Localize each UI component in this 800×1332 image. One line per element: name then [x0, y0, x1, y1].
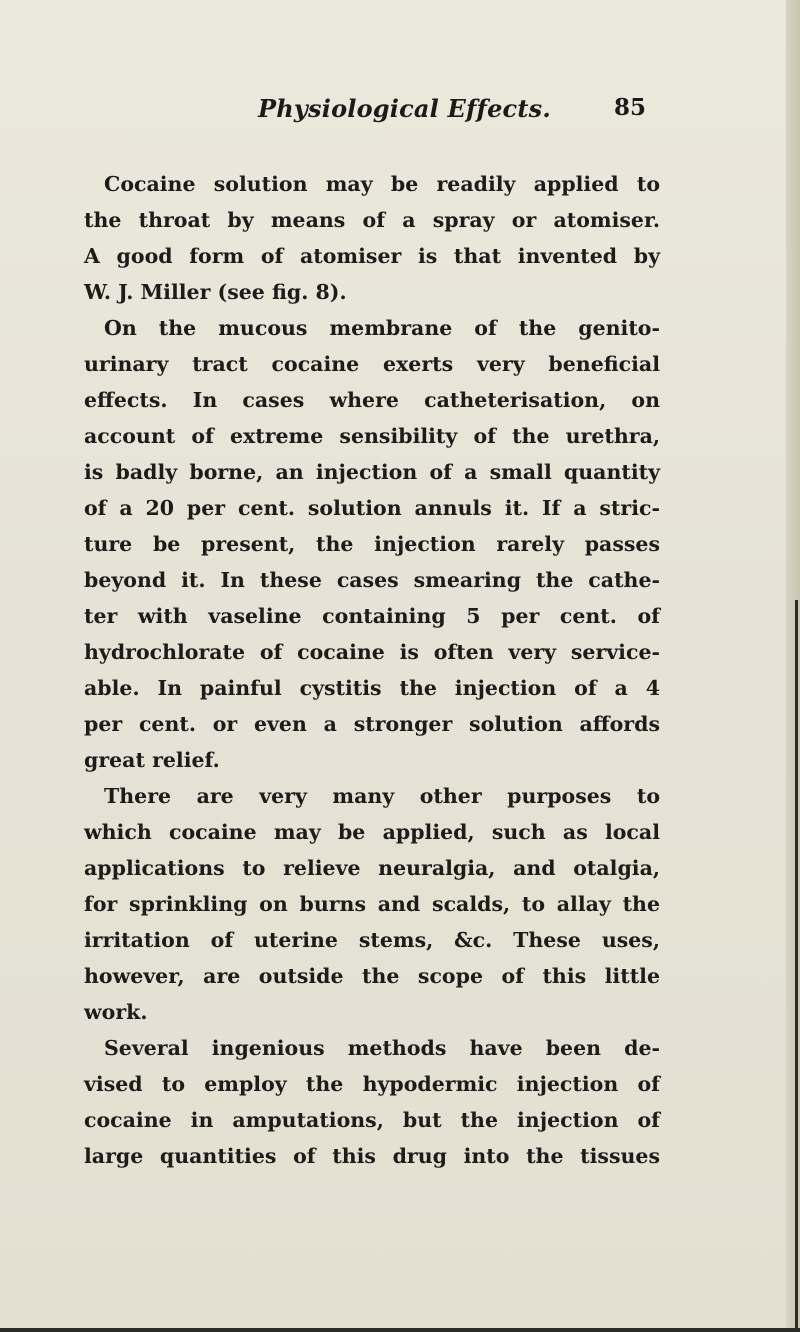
text-line: of a 20 per cent. solution annuls it. If a stric- — [84, 496, 660, 520]
text-line: beyond it. In these cases smearing the cathe- — [84, 568, 660, 592]
text-line: ture be present, the injection rarely passes — [84, 532, 660, 556]
text-line: able. In painful cystitis the injection of a 4 — [84, 676, 660, 700]
text-line: There are very many other purposes to — [104, 784, 660, 808]
paragraph — [84, 1030, 660, 1174]
text-line: for sprinkling on burns and scalds, to allay the — [84, 892, 660, 916]
text-line: applications to relieve neuralgia, and otalgia, — [84, 856, 660, 880]
page-edge-shadow — [795, 600, 798, 1332]
text-line: irritation of uterine stems, &c. These uses, — [84, 928, 660, 952]
text-line: W. J. Miller (see fig. 8). — [84, 280, 347, 304]
text-line: great relief. — [84, 748, 220, 772]
text-line: effects. In cases where catheterisation, on — [84, 388, 660, 412]
text-line: large quantities of this drug into the tissues — [84, 1144, 660, 1168]
page-header — [0, 94, 800, 138]
page-number: 85 — [614, 94, 647, 121]
text-line: ter with vaseline containing 5 per cent. of — [84, 604, 660, 628]
text-line: hydrochlorate of cocaine is often very service- — [84, 640, 660, 664]
body-text — [84, 166, 660, 1174]
text-line: is badly borne, an injection of a small quantity — [84, 460, 660, 484]
text-line: Cocaine solution may be readily applied to — [104, 172, 660, 196]
text-line: cocaine in amputations, but the injection of — [84, 1108, 660, 1132]
text-line: the throat by means of a spray or atomiser. — [84, 208, 660, 232]
paragraph — [84, 166, 660, 310]
text-line: On the mucous membrane of the genito- — [104, 316, 660, 340]
text-line: vised to employ the hypodermic injection of — [84, 1072, 660, 1096]
text-line: which cocaine may be applied, such as local — [84, 820, 660, 844]
paragraph — [84, 310, 660, 778]
page-bottom-edge — [0, 1328, 800, 1332]
text-line: urinary tract cocaine exerts very beneficial — [84, 352, 660, 376]
text-line: per cent. or even a stronger solution affords — [84, 712, 660, 736]
text-line: Several ingenious methods have been de- — [104, 1036, 660, 1060]
running-head: Physiological Effects. — [258, 94, 551, 123]
text-line: work. — [84, 1000, 148, 1024]
paragraph — [84, 778, 660, 1030]
text-line: account of extreme sensibility of the urethra, — [84, 424, 660, 448]
text-line: A good form of atomiser is that invented by — [84, 244, 660, 268]
text-line: however, are outside the scope of this little — [84, 964, 660, 988]
